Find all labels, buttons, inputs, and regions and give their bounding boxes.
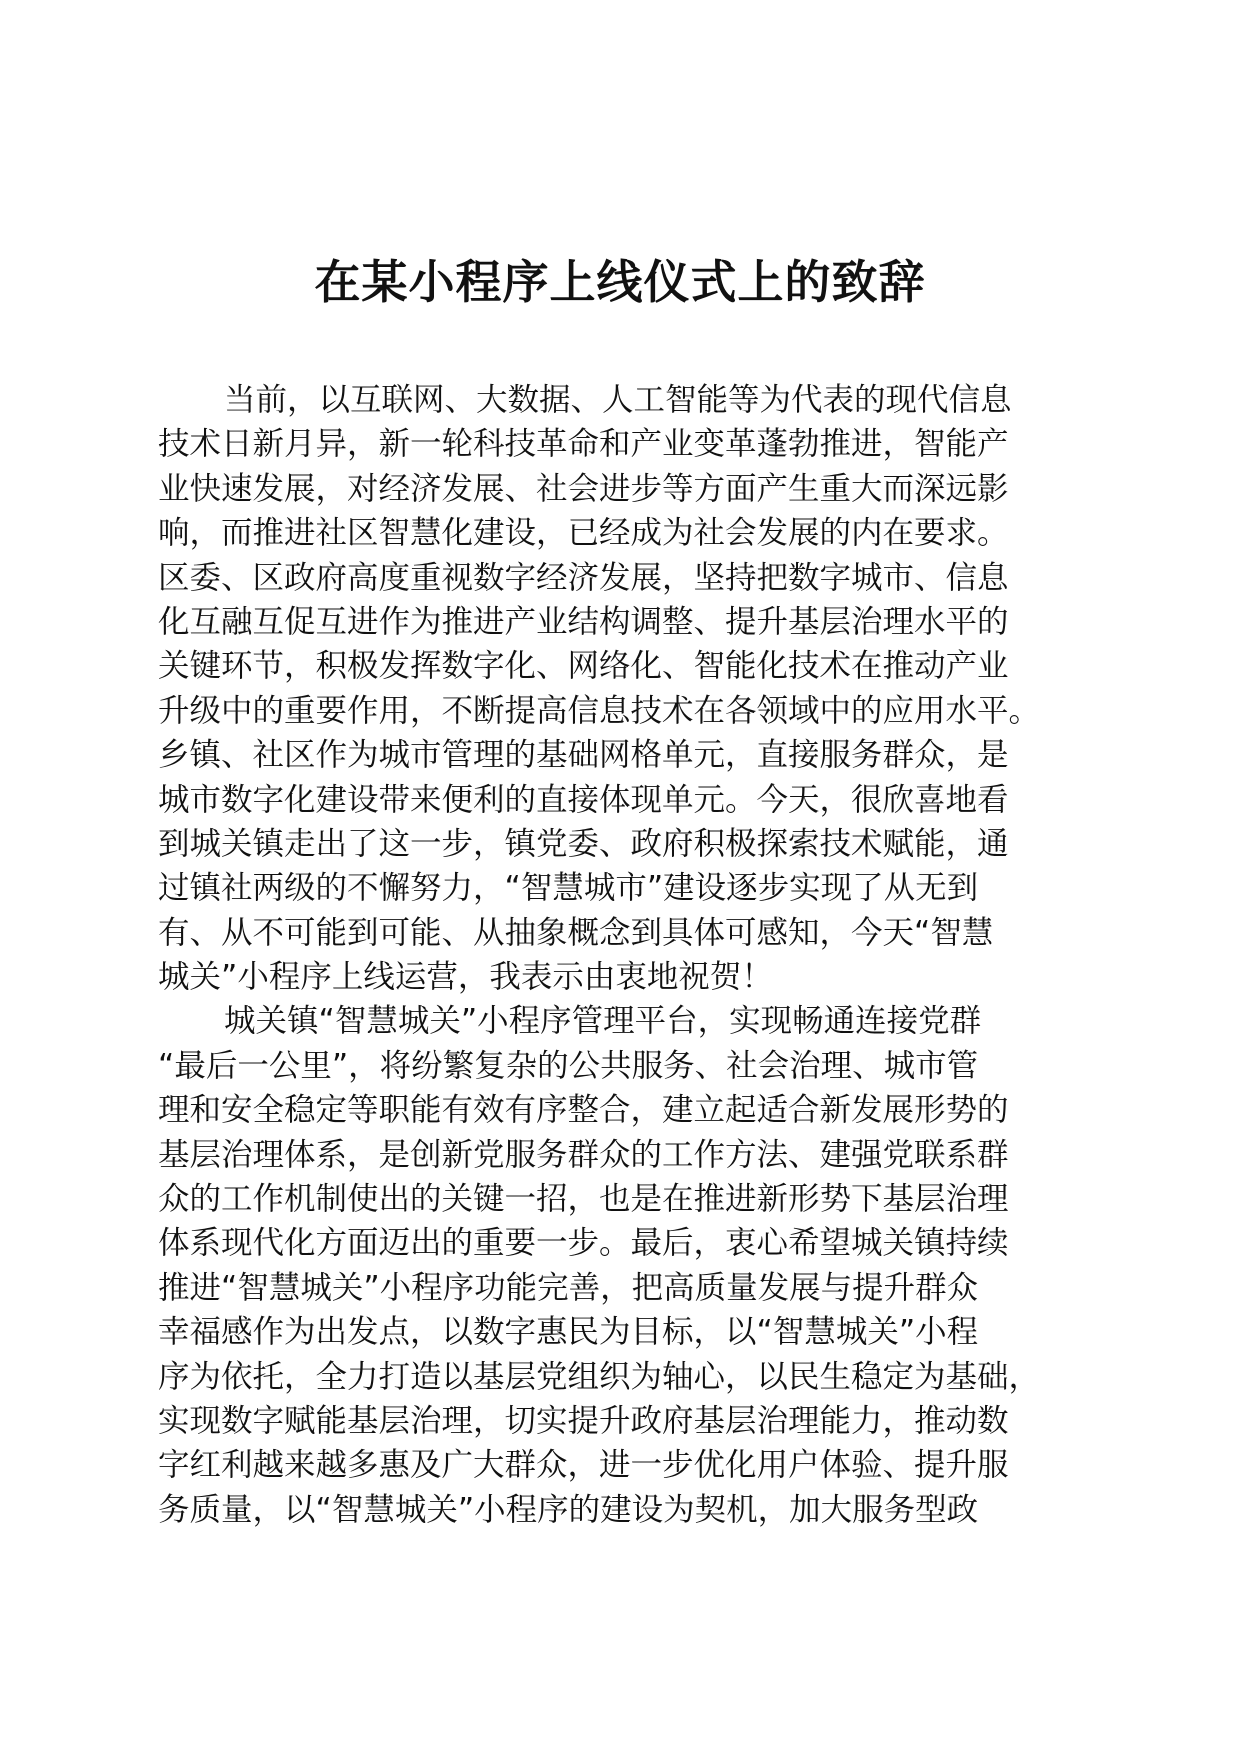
text-line: 到城关镇走出了这一步，镇党委、政府积极探索技术赋能，通 [158, 825, 1009, 862]
text-line: 区委、区政府高度重视数字经济发展，坚持把数字城市、信息 [158, 559, 1009, 596]
text-line: 众的工作机制使出的关键一招，也是在推进新形势下基层治理 [158, 1181, 1009, 1218]
text-line: 关键环节，积极发挥数字化、网络化、智能化技术在推动产业 [158, 648, 1009, 685]
text-line: 字红利越来越多惠及广大群众，进一步优化用户体验、提升服 [158, 1447, 1009, 1484]
text-line: 体系现代化方面迈出的重要一步。最后，衷心希望城关镇持续 [158, 1225, 1009, 1262]
text-line: 乡镇、社区作为城市管理的基础网格单元，直接服务群众，是 [158, 737, 1009, 774]
text-line: 当前，以互联网、大数据、人工智能等为代表的现代信息 [224, 382, 1012, 418]
text-line: 城市数字化建设带来便利的直接体现单元。今天，很欣喜地看 [158, 781, 1009, 818]
text-line: 序为依托，全力打造以基层党组织为轴心，以民生稳定为基础， [158, 1358, 1041, 1395]
text-line: 城关”小程序上线运营，我表示由衷地祝贺！ [158, 959, 773, 996]
text-line: 技术日新月异，新一轮科技革命和产业变革蓬勃推进，智能产 [158, 426, 1009, 463]
text-line: 务质量，以“智慧城关”小程序的建设为契机，加大服务型政 [158, 1491, 979, 1528]
text-line: 推进“智慧城关”小程序功能完善，把高质量发展与提升群众 [158, 1269, 979, 1306]
text-line: 理和安全稳定等职能有效有序整合，建立起适合新发展形势的 [158, 1092, 1009, 1129]
text-line: 实现数字赋能基层治理，切实提升政府基层治理能力，推动数 [158, 1402, 1009, 1439]
text-line: 业快速发展，对经济发展、社会进步等方面产生重大而深远影 [158, 470, 1009, 507]
text-line: 幸福感作为出发点，以数字惠民为目标，以“智慧城关”小程 [158, 1314, 979, 1351]
text-line: 化互融互促互进作为推进产业结构调整、提升基层治理水平的 [158, 603, 1009, 640]
document-title: 在某小程序上线仪式上的致辞 [314, 255, 926, 309]
text-line: “最后一公里”，将纷繁复杂的公共服务、社会治理、城市管 [158, 1047, 979, 1084]
paragraph-1 [158, 378, 1082, 999]
text-line: 城关镇“智慧城关”小程序管理平台，实现畅通连接党群 [224, 1003, 982, 1040]
text-line: 有、从不可能到可能、从抽象概念到具体可感知，今天“智慧 [158, 914, 994, 951]
text-line: 升级中的重要作用，不断提高信息技术在各领域中的应用水平。 [158, 692, 1041, 729]
text-line: 基层治理体系，是创新党服务群众的工作方法、建强党联系群 [158, 1136, 1009, 1173]
text-line: 过镇社两级的不懈努力，“智慧城市”建设逐步实现了从无到 [158, 870, 979, 907]
text-line: 响，而推进社区智慧化建设，已经成为社会发展的内在要求。 [158, 515, 1009, 552]
paragraph-2 [158, 999, 1082, 1532]
document-body [158, 378, 1082, 1532]
